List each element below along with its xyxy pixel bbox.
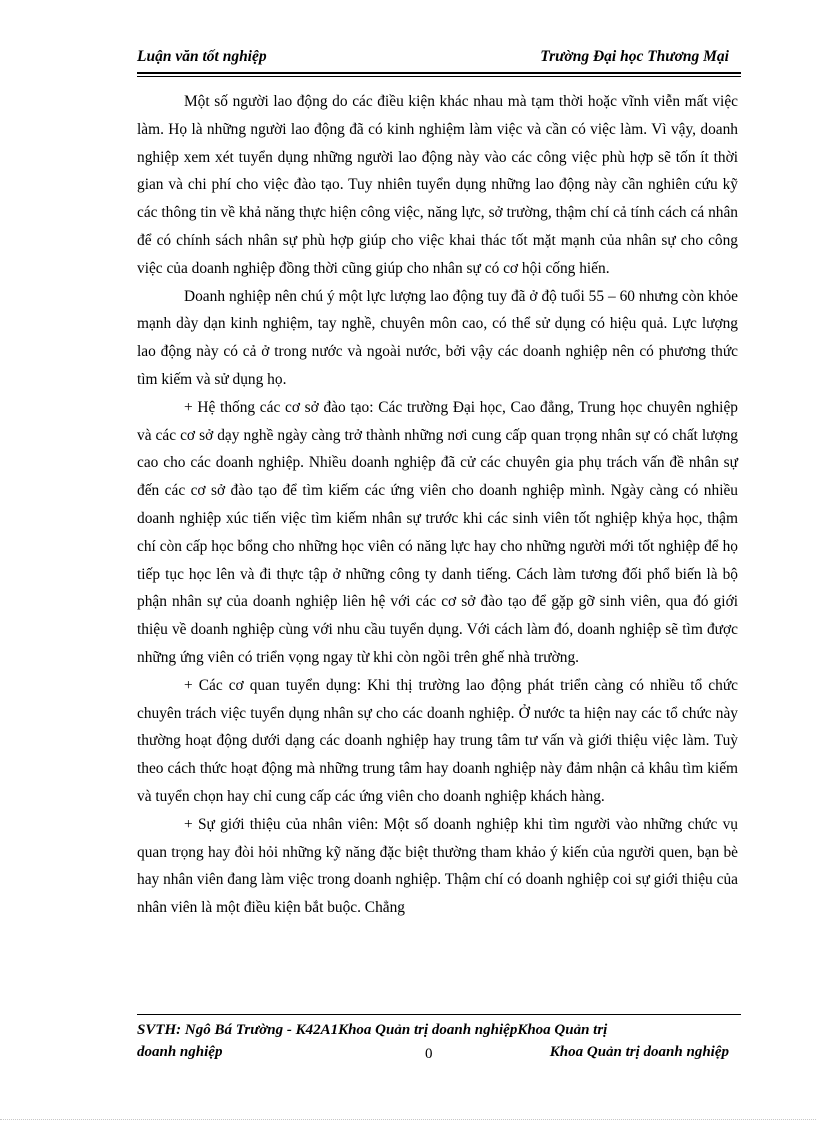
paragraph-4: + Các cơ quan tuyển dụng: Khi thị trường lao động phát triển càng có nhiều tổ chức chuyên trách việc tuyển dụng nhân sự cho các doanh nghiệp. Ở nước ta hiện nay các tổ chức này thường hoạt động dưới dạng các doanh nghiệp hay trung tâm tư vấn và giới thiệu việc làm. Tuỳ theo cách thức hoạt động mà những trung tâm hay doanh nghiệp này đảm nhận cả khâu tìm kiếm và tuyển chọn hay chỉ cung cấp các ứng viên cho doanh nghiệp khách hàng. [137,676,738,805]
header-rule-thin [137,76,741,77]
page-edge [0,1119,816,1120]
header-university: Trường Đại học Thương Mại [540,48,729,65]
page-number: 0 [425,1046,433,1062]
paragraph-3: + Hệ thống các cơ sở đào tạo: Các trường Đại học, Cao đẳng, Trung học chuyên nghiệp và các cơ sở dạy nghề ngày càng trở thành những nơi cung cấp quan trọng nhân sự có chất lượng cao cho các doanh nghiệp. Nhiều doanh nghiệp đã cử các chuyên gia phụ trách vấn đề nhân sự đến các cơ sở đào tạo để tìm kiếm các ứng viên cho doanh nghiệp mình. Ngày càng có nhiều doanh nghiệp xúc tiến việc tìm kiếm nhân sự trước khi các sinh viên tốt nghiệp khỷa học, thậm chí còn cấp học bổng cho những học viên có năng lực hay cho những người mới tốt nghiệp để họ tiếp tục học lên và đi thực tập ở những công ty danh tiếng. Cách làm tương đối phổ biến là bộ phận nhân sự của doanh nghiệp liên hệ với các cơ sở đào tạo để gặp gỡ sinh viên, qua đó giới thiệu về doanh nghiệp cùng với nhu cầu tuyển dụng. Với cách làm đó, doanh nghiệp sẽ tìm được những ứng viên có triển vọng ngay từ khi còn ngồi trên ghế nhà trường. [137,398,738,666]
footer-author-line: SVTH: Ngô Bá Trường - K42A1Khoa Quản trị doanh nghiệpKhoa Quản trị [137,1022,608,1038]
footer-rule [137,1014,741,1015]
header-rule [137,72,741,74]
page-header [137,48,741,70]
header-thesis-title: Luận văn tốt nghiệp [137,48,267,65]
document-body [137,88,738,922]
paragraph-1: Một số người lao động do các điều kiện khác nhau mà tạm thời hoặc vĩnh viễn mất việc làm. Họ là những người lao động đã có kinh nghiệm làm việc và cần có việc làm. Vì vậy, doanh nghiệp xem xét tuyển dụng những người lao động này vào các công việc phù hợp sẽ tốn ít thời gian và chi phí cho việc đào tạo. Tuy nhiên tuyển dụng những lao động này cần nghiên cứu kỹ các thông tin về khả năng thực hiện công việc, năng lực, sở trường, thậm chí cả tính cách cá nhân để có chính sách nhân sự phù hợp giúp cho việc khai thác tốt mặt mạnh của nhân sự cho công việc của doanh nghiệp đồng thời cũng giúp cho nhân sự có cơ hội cống hiến. [137,93,738,277]
paragraph-5: + Sự giới thiệu của nhân viên: Một số doanh nghiệp khi tìm người vào những chức vụ quan trọng hay đòi hỏi những kỹ năng đặc biệt thường tham khảo ý kiến của người quen, bạn bè hay nhân viên đang làm việc trong doanh nghiệp. Thậm chí có doanh nghiệp coi sự giới thiệu của nhân viên là một điều kiện bắt buộc. Chẳng [137,815,738,917]
footer-department: Khoa Quản trị doanh nghiệp [549,1044,729,1060]
paragraph-2: Doanh nghiệp nên chú ý một lực lượng lao động tuy đã ở độ tuổi 55 – 60 nhưng còn khỏe mạnh dày dạn kinh nghiệm, tay nghề, chuyên môn cao, có thể sử dụng có hiệu quả. Lực lượng lao động này có cả ở trong nước và ngoài nước, bởi vậy các doanh nghiệp nên có phương thức tìm kiếm và sử dụng họ. [137,287,738,388]
footer-author-line-2: doanh nghiệp [137,1044,223,1060]
